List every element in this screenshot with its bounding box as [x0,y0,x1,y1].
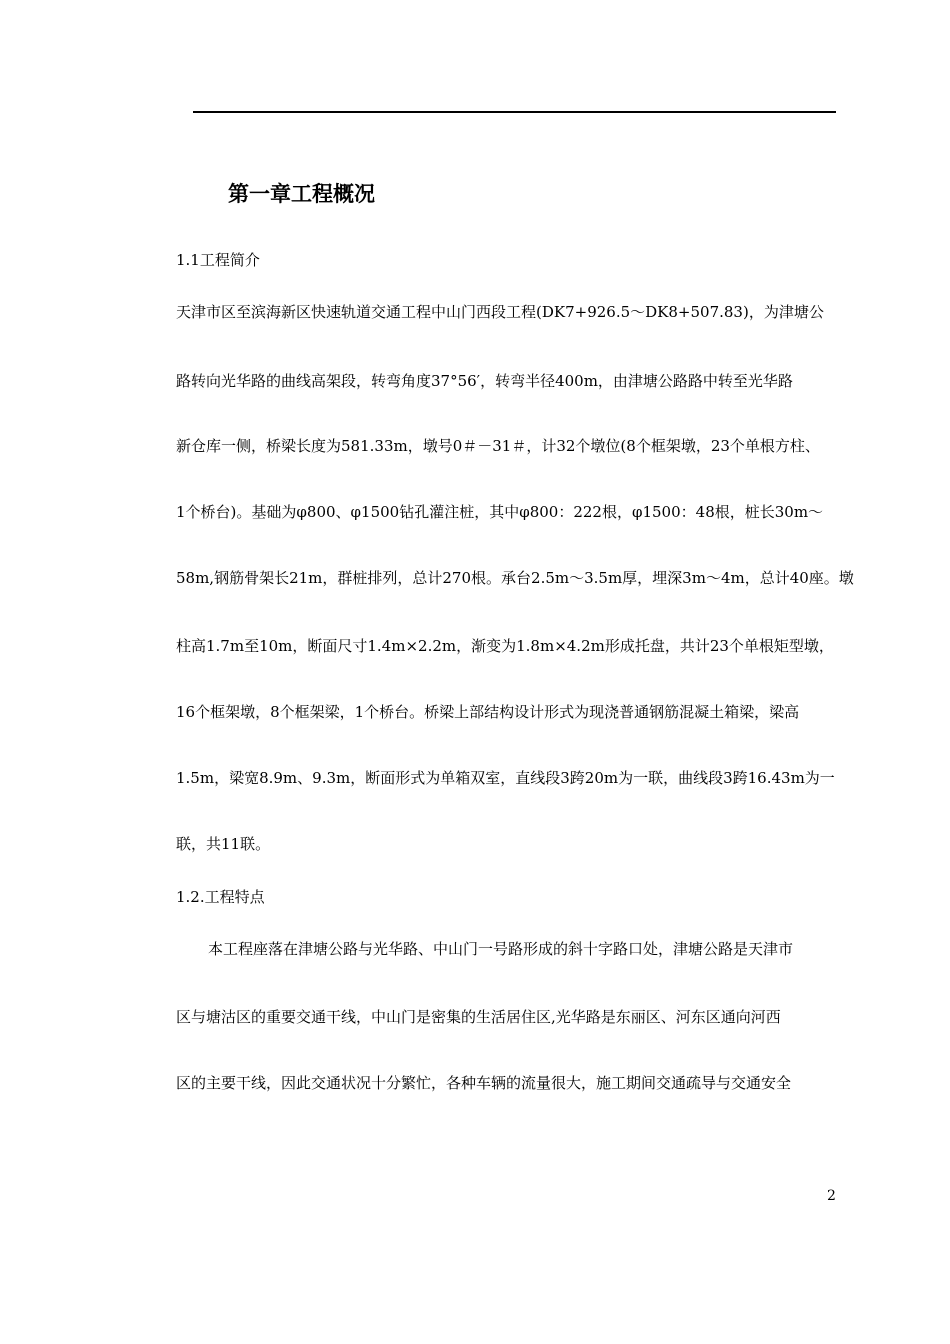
section-heading-1-1: 1.1工程简介 [176,251,260,269]
header-rule [193,111,836,113]
paragraph-line: 1.5m，梁宽8.9m、9.3m，断面形式为单箱双室，直线段3跨20m为一联，曲线段3跨16.43m为一 [176,769,835,787]
paragraph-line: 58m,钢筋骨架长21m，群桩排列，总计270根。承台2.5m～3.5m厚，埋深3m～4m，总计40座。墩 [176,569,854,587]
chapter-title: 第一章工程概况 [228,181,375,206]
section-heading-1-2: 1.2.工程特点 [176,888,265,906]
paragraph-line: 柱高1.7m至10m，断面尺寸1.4m×2.2m，渐变为1.8m×4.2m形成托盘，共计23个单根矩型墩， [176,637,834,655]
paragraph-line: 联，共11联。 [176,835,271,853]
paragraph-line: 天津市区至滨海新区快速轨道交通工程中山门西段工程(DK7+926.5～DK8+507.83)，为津塘公 [176,303,824,321]
paragraph-line: 新仓库一侧，桥梁长度为581.33m，墩号0＃－31＃，计32个墩位(8个框架墩，23个单根方柱、 [176,437,820,455]
paragraph-line: 16个框架墩，8个框架梁，1个桥台。桥梁上部结构设计形式为现浇普通钢筋混凝土箱梁，梁高 [176,703,800,721]
paragraph-line: 区的主要干线，因此交通状况十分繁忙，各种车辆的流量很大，施工期间交通疏导与交通安全 [176,1074,792,1092]
paragraph-line: 本工程座落在津塘公路与光华路、中山门一号路形成的斜十字路口处，津塘公路是天津市 [208,940,794,958]
paragraph-line: 区与塘沽区的重要交通干线，中山门是密集的生活居住区,光华路是东丽区、河东区通向河西 [176,1008,781,1026]
paragraph-line: 1个桥台)。基础为φ800、φ1500钻孔灌注桩，其中φ800：222根，φ1500：48根，桩长30m～ [176,503,824,521]
paragraph-line: 路转向光华路的曲线高架段，转弯角度37°56′，转弯半径400m，由津塘公路路中转至光华路 [176,372,793,390]
page-number: 2 [827,1188,836,1204]
